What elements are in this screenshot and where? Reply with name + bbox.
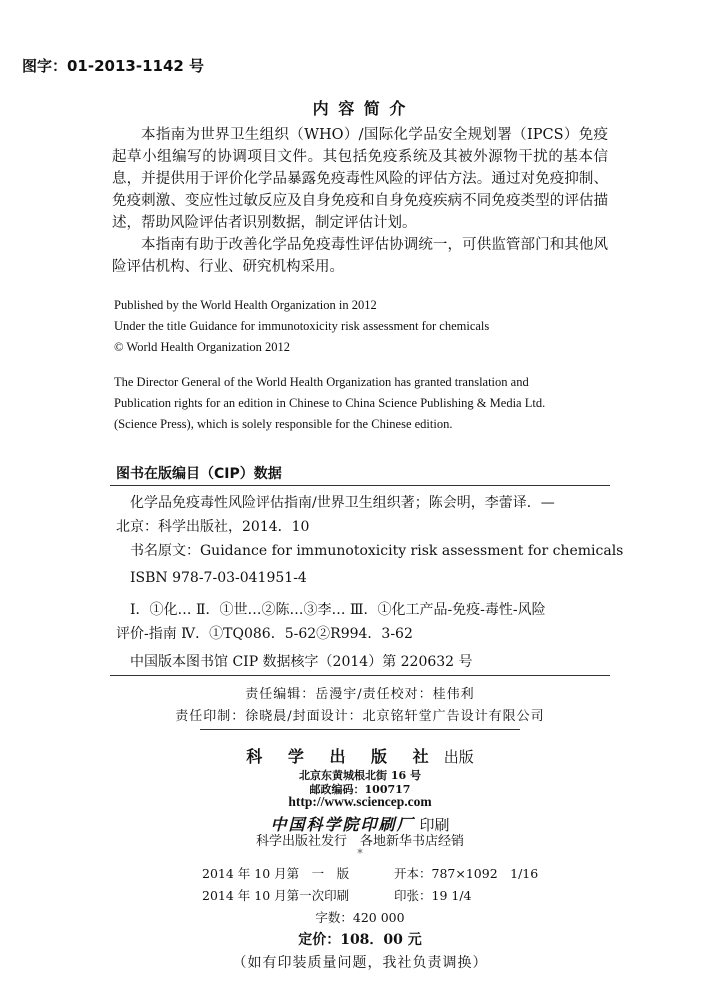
cip-isbn: ISBN 978-7-03-041951-4 xyxy=(130,570,307,586)
distribution-line: 科学出版社发行 各地新华书店经销 xyxy=(255,834,464,849)
summary-heading: 内 容 简 介 xyxy=(312,99,408,118)
publisher-role: 出版 xyxy=(443,748,474,766)
cip-bottom-rule xyxy=(110,675,610,676)
publisher-website: http://www.sciencep.com xyxy=(288,794,432,809)
cip-classification-line-2: 评价-指南 Ⅳ．①TQ086．5-62②R994．3-62 xyxy=(116,626,413,642)
copyright-line: © World Health Organization 2012 xyxy=(114,340,291,354)
rights-line-1: The Director General of the World Health Organization has granted translation and xyxy=(114,375,529,389)
cip-number: 中国版本图书馆 CIP 数据核字（2014）第 220632 号 xyxy=(130,654,473,670)
rights-line-2: Publication rights for an edition in Chinese to China Science Publishing & Media Ltd. xyxy=(114,396,546,410)
publisher-postcode: 邮政编码：100717 xyxy=(309,783,411,796)
separator-asterisk: * xyxy=(357,847,363,860)
cip-top-rule xyxy=(110,485,610,486)
cip-title-line-1: 化学品免疫毒性风险评估指南/世界卫生组织著；陈会明，李蕾译．— xyxy=(130,495,555,511)
credits-line-1: 责任编辑：岳漫宇/责任校对：桂伟利 xyxy=(245,687,475,702)
word-count: 字数：420 000 xyxy=(315,910,405,925)
printer-role: 印刷 xyxy=(419,816,450,834)
edition-line: 2014 年 10 月第 一 版 xyxy=(202,866,350,881)
summary-paragraph-2: 本指南有助于改善化学品免疫毒性评估协调统一，可供监管部门和其他风险评估机构、行业、研究机构采用。 xyxy=(112,237,608,275)
cip-heading: 图书在版编目（CIP）数据 xyxy=(116,466,282,482)
sheets-line: 印张：19 1/4 xyxy=(394,888,472,903)
credits-line-2: 责任印制：徐晓晨/封面设计：北京铭轩堂广告设计有限公司 xyxy=(175,709,545,724)
published-by-line: Published by the World Health Organization in 2012 xyxy=(114,298,377,312)
original-title-line: Under the title Guidance for immunotoxicity risk assessment for chemicals xyxy=(114,319,490,333)
publisher-name: 科 学 出 版 社 xyxy=(246,747,439,766)
rights-line-3: (Science Press), which is solely responsible for the Chinese edition. xyxy=(114,417,453,431)
publisher-line xyxy=(0,744,720,767)
printing-line: 2014 年 10 月第一次印刷 xyxy=(202,888,350,903)
cip-classification-line-1: Ⅰ．①化… Ⅱ．①世…②陈…③李… Ⅲ．①化工产品-免疫-毒性-风险 xyxy=(130,602,546,618)
quality-notice: （如有印装质量问题，我社负责调换） xyxy=(232,955,488,971)
cip-title-line-2: 北京：科学出版社，2014．10 xyxy=(116,519,310,535)
publisher-address: 北京东黄城根北街 16 号 xyxy=(299,769,421,782)
price: 定价：108．00 元 xyxy=(298,932,422,948)
record-number: 图字：01-2013-1142 号 xyxy=(22,57,205,75)
cip-original-title: 书名原文：Guidance for immunotoxicity risk assessment for chemicals xyxy=(130,543,624,559)
credits-rule xyxy=(200,729,520,730)
format-line: 开本：787×1092 1/16 xyxy=(394,866,539,881)
printer-name: 中国科学院印刷厂 xyxy=(270,815,415,834)
summary-paragraph-1: 本指南为世界卫生组织（WHO）/国际化学品安全规划署（IPCS）免疫起草小组编写的协调项目文件。其包括免疫系统及其被外源物干扰的基本信息，并提供用于评价化学品暴露免疫毒性风险的评估方法。通过对免疫抑制、免疫刺激、变应性过敏反应及自身免疫和自身免疫疾病不同免疫类型的评估描述，帮助风险评估者识别数据，制定评估计划。 xyxy=(112,127,608,231)
